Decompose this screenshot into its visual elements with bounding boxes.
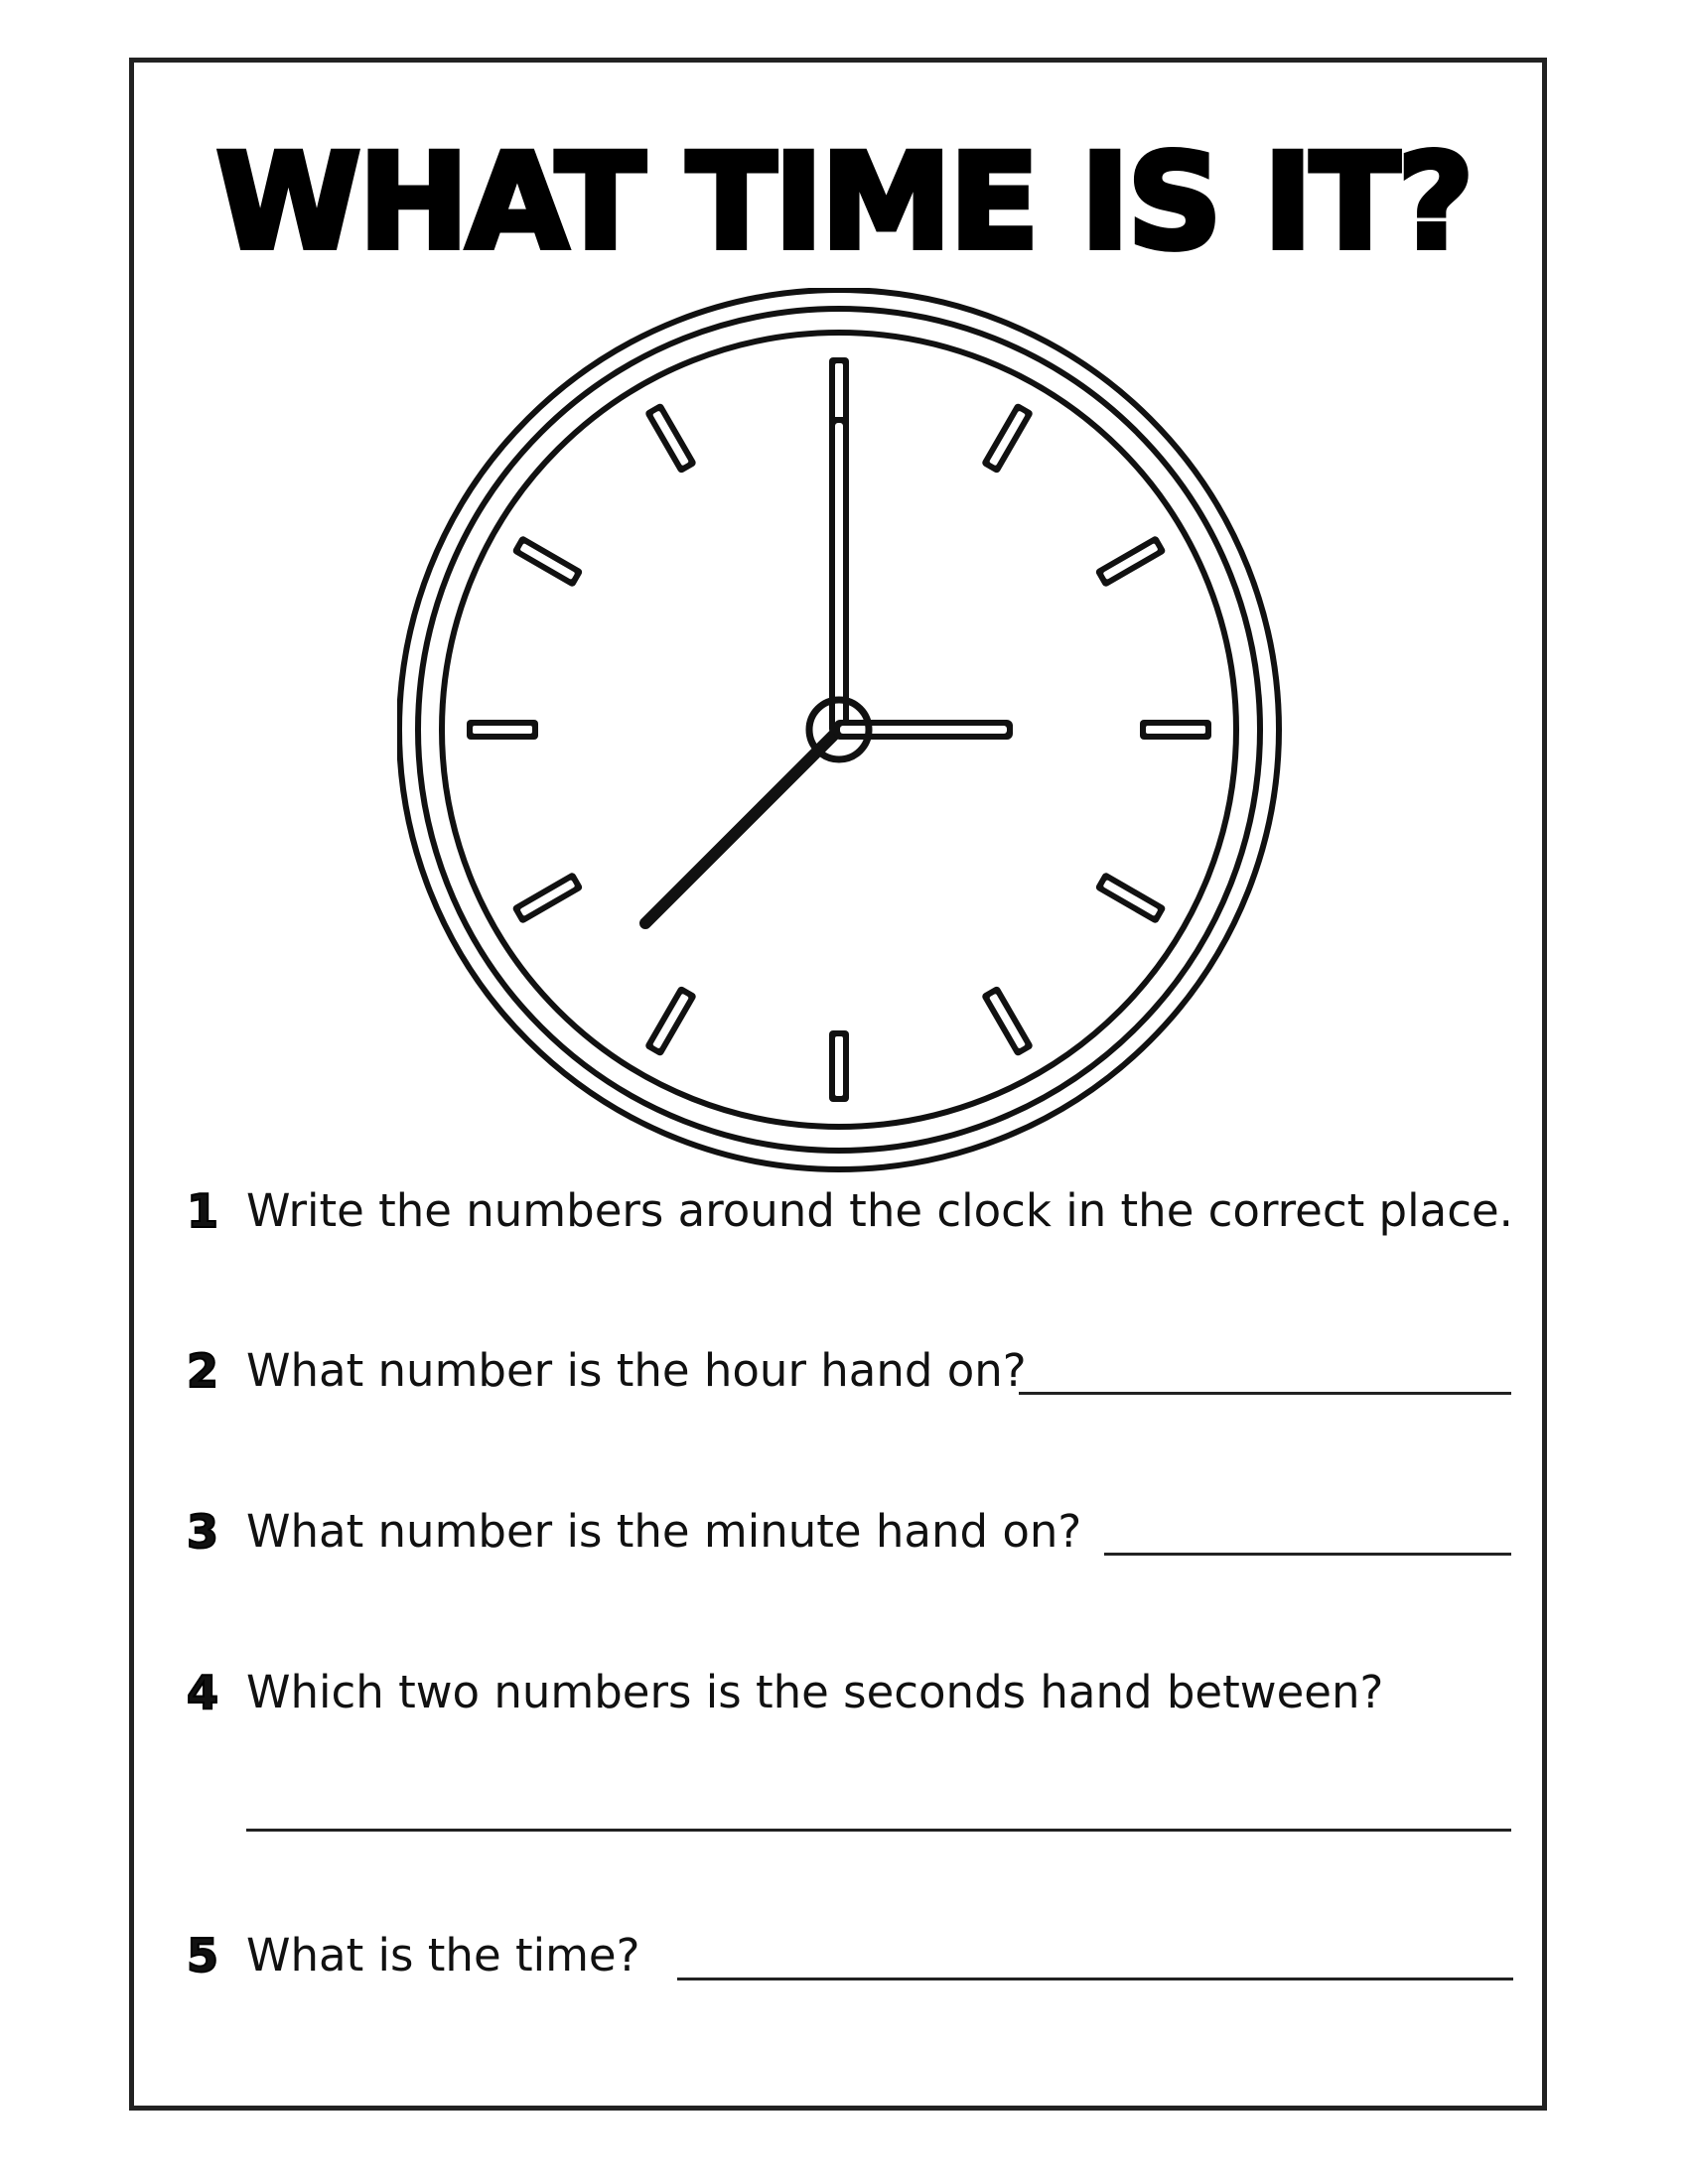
- hour-tick: [829, 1030, 849, 1102]
- question-text: Which two numbers is the seconds hand between?: [246, 1666, 1384, 1718]
- answer-line-5[interactable]: [677, 1978, 1513, 1980]
- question-2: [187, 1336, 1517, 1406]
- question-text: What number is the minute hand on?: [246, 1505, 1082, 1558]
- minute-hand: [834, 720, 1013, 740]
- hour-tick: [1094, 535, 1166, 588]
- question-number: 1: [187, 1184, 219, 1238]
- question-number: 5: [187, 1929, 219, 1982]
- question-text: What number is the hour hand on?: [246, 1344, 1027, 1397]
- hour-tick: [644, 985, 697, 1056]
- hour-tick: [1140, 720, 1211, 740]
- hour-tick: [1094, 872, 1166, 924]
- question-3: [187, 1497, 1517, 1567]
- hour-tick: [511, 872, 583, 924]
- question-number: 4: [187, 1666, 219, 1719]
- hour-tick: [511, 535, 583, 588]
- hour-hand: [829, 417, 849, 735]
- seconds-hand: [645, 730, 839, 923]
- question-number: 3: [187, 1505, 219, 1559]
- hour-tick: [981, 402, 1034, 474]
- page-title: WHAT TIME IS IT?: [215, 126, 1473, 279]
- hour-tick: [467, 720, 538, 740]
- question-text: Write the numbers around the clock in the correct place.: [246, 1184, 1513, 1237]
- hour-tick: [644, 402, 697, 474]
- question-1: [187, 1176, 1517, 1246]
- question-number: 2: [187, 1344, 219, 1398]
- clock-face: [397, 288, 1291, 1181]
- answer-line-2[interactable]: [1019, 1392, 1511, 1395]
- hour-tick: [981, 985, 1034, 1056]
- answer-line-3[interactable]: [1104, 1553, 1511, 1556]
- question-4: [187, 1658, 1517, 1727]
- question-text: What is the time?: [246, 1929, 640, 1981]
- answer-line-4[interactable]: [246, 1829, 1511, 1832]
